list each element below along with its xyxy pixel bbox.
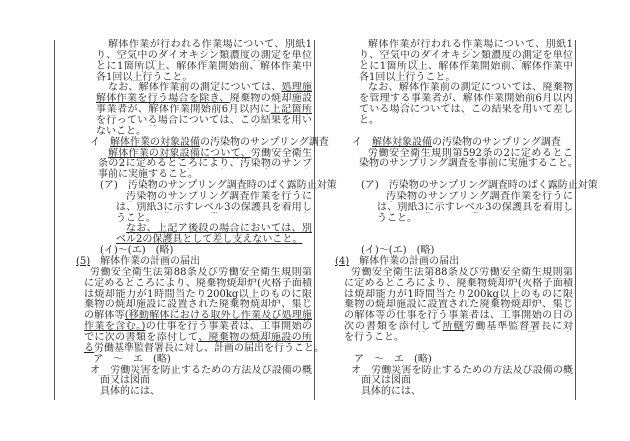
text-segment: 解体作業が行われる作業場について、別紙1	[108, 39, 312, 50]
left-text-line	[90, 365, 312, 376]
right-text-line	[377, 213, 417, 224]
right-text-line	[359, 72, 455, 83]
underlined-revision-text: 所轄	[442, 321, 465, 333]
underlined-revision-text: (4)	[335, 256, 350, 267]
text-segment: を行うこと。	[344, 331, 404, 343]
text-segment: 労働基準監督署長に対	[464, 321, 573, 333]
right-text-line	[344, 299, 573, 310]
left-text-line	[100, 386, 160, 397]
right-text-line	[344, 332, 404, 343]
underlined-revision-text: 上記箇所	[270, 104, 312, 116]
right-text-line	[351, 365, 573, 376]
text-segment: と。	[359, 114, 379, 126]
underlined-revision-text: 処理施	[281, 82, 312, 94]
text-segment: ないこと。	[96, 125, 146, 137]
left-text-line	[90, 267, 312, 278]
underlined-revision-text: (5)	[76, 256, 91, 267]
text-segment: 各1回以上行うこと。	[96, 71, 193, 83]
right-text-line	[368, 39, 573, 50]
text-segment: (イ)～(エ) (略)	[100, 245, 174, 257]
left-text-line	[98, 158, 312, 169]
left-text-line	[84, 332, 312, 343]
underlined-revision-text: 解体作業を行う場合を除き、	[96, 93, 230, 105]
underlined-revision-text: 解体作業の対象設備について、	[108, 147, 251, 159]
underlined-revision-text: 作業を含む。)	[84, 321, 146, 333]
text-segment: 汚染物のサンプリング調査作業を行うに	[386, 190, 573, 202]
text-segment: オ 労働災害を防止するための方法及び設備の概	[90, 364, 312, 376]
text-segment: 具体的には、	[361, 386, 421, 398]
underlined-revision-text: 、廃棄物の焼却施設の所	[198, 331, 312, 343]
text-segment: 面又は図面	[100, 375, 150, 387]
text-segment: イ	[352, 136, 372, 148]
text-segment: 労働安全衛生規則第592条の2に定めるとこ	[368, 147, 573, 159]
left-text-line	[98, 169, 198, 180]
right-text-line	[359, 50, 573, 61]
right-text-line	[335, 256, 459, 267]
left-text-line	[84, 310, 312, 321]
right-text-line	[359, 115, 379, 126]
right-text-line	[354, 354, 432, 365]
right-text-line	[368, 82, 573, 93]
text-segment: 面又は図面	[361, 375, 411, 387]
text-segment: 染物のサンプリング調査を事前に実施すること。	[359, 158, 578, 170]
text-segment: に定めるところにより、廃棄物焼却炉(火格子面積	[84, 277, 312, 289]
left-text-line	[100, 375, 150, 386]
underlined-revision-text: ベル2の保護具として差し支えないこと。	[116, 234, 303, 246]
left-text-line	[96, 61, 312, 72]
left-text-line	[116, 234, 302, 245]
left-text-line	[84, 299, 312, 310]
right-text-line	[359, 93, 573, 104]
text-segment: なお、解体作業前の測定については、廃棄物	[368, 82, 573, 94]
text-segment: 労働基準監督署長に対し、計画の届出を行うこと。	[94, 342, 324, 354]
text-segment: 次の書類を添付して	[344, 321, 443, 333]
right-text-line	[377, 202, 573, 213]
text-segment: (ア) 汚染物のサンプリング調査時のばく露防止対策	[100, 180, 337, 192]
left-text-line	[96, 104, 312, 115]
right-text-line	[351, 267, 573, 278]
text-segment: 各1回以上行うこと。	[359, 71, 456, 83]
right-text-line	[352, 137, 561, 148]
text-segment: り、空気中のダイオキシン類濃度の測定を単位	[96, 49, 312, 61]
text-segment: とに1箇所以上、解体作業開始前、解体作業中	[359, 60, 573, 72]
text-segment: 具体的には、	[100, 386, 160, 398]
left-text-line	[100, 180, 337, 191]
left-text-line	[96, 93, 312, 104]
text-segment: 廃棄物の焼却施設	[229, 93, 312, 105]
text-segment: の仕事を行う事業者は、工事開始の	[145, 321, 312, 333]
text-segment: を管理する事業者が、解体作業開始前6月以内	[359, 93, 573, 105]
text-segment: ア ～ エ (略)	[93, 353, 171, 365]
underlined-revision-text: (移動解体における取外し作業及び処理施	[124, 310, 312, 322]
left-text-line	[116, 202, 312, 213]
text-segment: の解体等	[84, 310, 125, 322]
text-segment: 労働安全衛生法第88条及び労働安全衛生規則第	[351, 266, 573, 278]
right-text-line	[344, 310, 573, 321]
text-segment: を行っている場合については、この結果を用い	[96, 114, 312, 126]
right-text-line	[344, 278, 573, 289]
text-segment: (イ)～(エ) (略)	[361, 245, 435, 257]
right-text-line	[361, 375, 411, 386]
text-segment: なお、解体作業前の測定については、	[108, 82, 282, 94]
left-text-line	[96, 126, 146, 137]
text-segment: に定めるところにより、廃棄物焼却炉(火格子面積	[344, 277, 573, 289]
text-segment: 事前に実施すること。	[98, 169, 198, 181]
text-segment: イ	[90, 136, 110, 148]
underlined-revision-text: なお、上記ア後段の場合においては、別	[126, 223, 312, 235]
right-text-line	[368, 148, 573, 159]
text-segment: は、別紙3に示すレベル3の保護具を着用し	[377, 201, 573, 213]
text-segment: うこと。	[377, 212, 417, 224]
text-segment: 棄物の焼却施設に設置された廃棄物焼却炉、集じ	[84, 299, 312, 311]
right-text-line	[359, 61, 573, 72]
text-segment: 汚染物のサンプリング調査作業を行うに	[126, 190, 312, 202]
right-text-line	[359, 158, 578, 169]
text-segment: でに次の書類を添付して	[84, 331, 199, 343]
underlined-revision-text: 解体作業の対象設備	[110, 136, 200, 148]
text-segment: 労働安全衛生	[250, 147, 312, 159]
left-column-border	[54, 40, 55, 400]
left-text-line	[108, 148, 312, 159]
underlined-revision-text: る	[84, 342, 94, 354]
text-segment: ている場合については、この結果を用いて差し	[359, 104, 573, 116]
text-segment: は、別紙3に示すレベル3の保護具を着用し	[116, 201, 312, 213]
left-text-line	[108, 82, 312, 93]
left-text-line	[108, 39, 312, 50]
left-text-line	[84, 289, 312, 300]
text-segment: の汚染物のサンプリング調査	[200, 136, 329, 148]
text-segment: 事業者が、解体作業開始前6月以内に	[96, 104, 271, 116]
right-text-line	[361, 245, 434, 256]
text-segment: り、空気中のダイオキシン類濃度の測定を単位	[359, 49, 573, 61]
text-segment: の汚染物のサンプリング調査	[432, 136, 561, 148]
left-text-line	[126, 191, 312, 202]
right-column-border	[575, 40, 576, 400]
text-segment: 条の2に定めるところにより、汚染物のサンプ	[98, 158, 312, 170]
left-text-line	[96, 72, 192, 83]
right-text-line	[344, 289, 573, 300]
left-text-line	[84, 321, 312, 332]
text-segment: 解体作業の計画の届出	[90, 256, 201, 267]
text-segment: は焼却能力が1時間当たり200kg以上のものに限	[344, 288, 573, 300]
left-text-line	[96, 115, 312, 126]
left-text-line	[126, 223, 312, 234]
right-text-line	[359, 104, 573, 115]
left-text-line	[93, 354, 171, 365]
text-segment: とに1箇所以上、解体作業開始前、解体作業中	[96, 60, 312, 72]
left-text-line	[84, 278, 312, 289]
right-text-line	[344, 321, 573, 332]
text-segment: 労働安全衛生法第88条及び労働安全衛生規則第	[90, 266, 312, 278]
left-text-line	[84, 343, 324, 354]
text-segment: 解体作業が行われる作業場について、別紙1	[368, 39, 573, 50]
left-text-line	[96, 50, 312, 61]
text-segment: 棄物の焼却施設に設置された廃棄物焼却炉、集じ	[344, 299, 573, 311]
text-segment: 解体作業の計画の届出	[349, 256, 460, 267]
underlined-revision-text: 解体対象設備	[372, 136, 432, 148]
text-segment: は焼却能力が1時間当たり200kg以上のものに限	[84, 288, 312, 300]
right-text-line	[386, 191, 573, 202]
left-text-line	[116, 213, 156, 224]
left-text-line	[90, 137, 329, 148]
text-segment: ア ～ エ (略)	[354, 353, 432, 365]
right-text-line	[361, 180, 598, 191]
left-text-line	[100, 245, 173, 256]
left-text-line	[76, 256, 200, 267]
text-segment: うこと。	[116, 212, 156, 224]
text-segment: の解体等の仕事を行う事業者は、工事開始の日の	[344, 310, 573, 322]
right-text-line	[361, 386, 421, 397]
text-segment: (ア) 汚染物のサンプリング調査時のばく露防止対策	[361, 180, 598, 192]
text-segment: オ 労働災害を防止するための方法及び設備の概	[351, 364, 573, 376]
